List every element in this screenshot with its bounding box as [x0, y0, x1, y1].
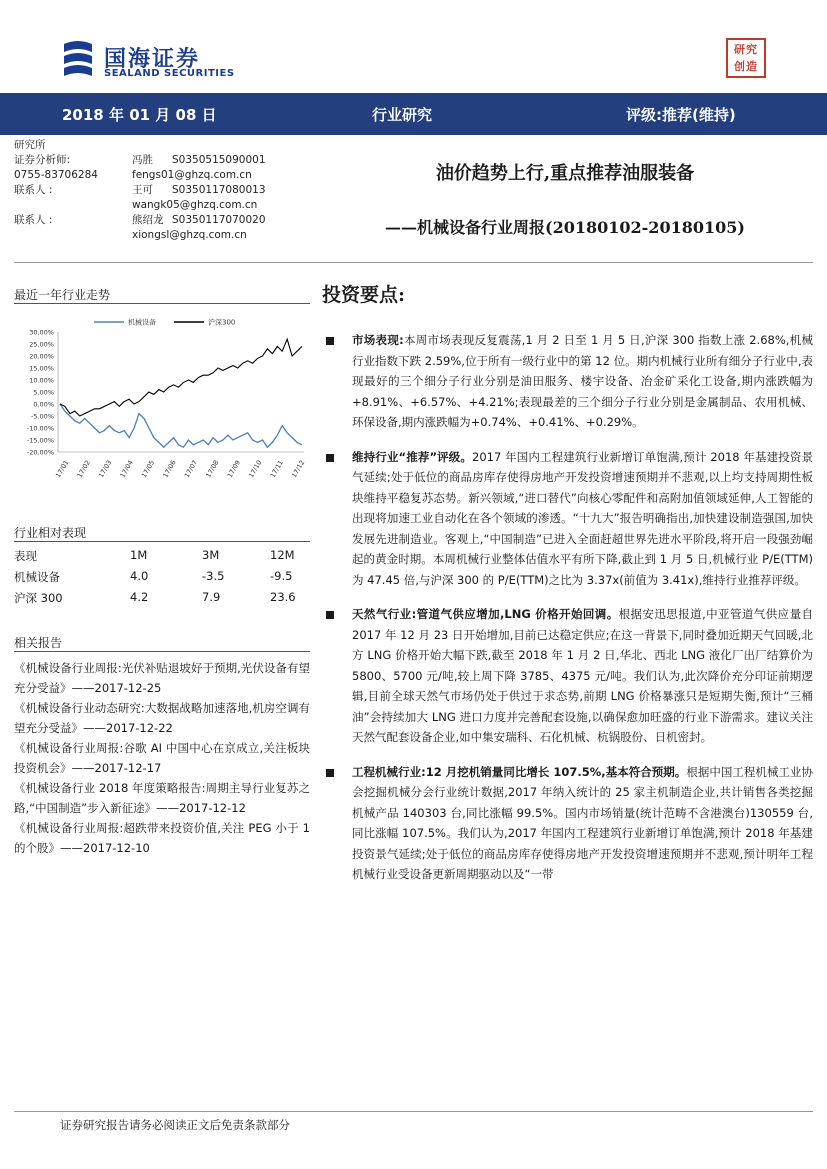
logo-chinese-name: 国海证券: [104, 47, 201, 72]
report-sub-title: ——机械设备行业周报(20180102-20180105): [385, 218, 745, 237]
table-header-cell: 12M: [270, 548, 295, 562]
report-main-title: 油价趋势上行,重点推荐油服装备: [435, 163, 695, 184]
related-reports-list: [14, 658, 310, 858]
sealand-logo: [60, 40, 240, 82]
related-report-item[interactable]: 《机械设备行业 2018 年度策略报告:周期主导行业复苏之路,“中国制造”步入新征途》——2017-12-12: [14, 781, 310, 815]
analyst-row: [14, 183, 314, 198]
series-line-csi300: [60, 339, 302, 416]
report-info-bar: [0, 93, 827, 135]
table-cell: -3.5: [202, 569, 225, 583]
point-text: 根据中国工程机械工业协会挖掘机械分会行业统计数据,2017 年纳入统计的 25 家主机制造企业,共计销售各类挖掘机械产品 140303 台,同比涨幅 99.5%。国内市场销量(统计范畴不含港澳台)130559 台,同比涨幅 107.5%。我们认为,2017 年国内工程建筑行业新增订单饱满,预计 2018 年基建投资景气延续;处于低位的商品房库存使得房地产开发投资增速预期并不悲观,预计明年工程机械行业受设备更新周期驱动以及“一带: [352, 764, 814, 881]
y-tick-label: 0.00%: [33, 400, 54, 409]
point-heading: 工程机械行业:12 月挖机销量同比增长 107.5%,基本符合预期。: [352, 764, 687, 779]
bullet-square-icon: [326, 337, 334, 345]
logo-english-name: SEALAND SECURITIES: [104, 68, 235, 79]
analyst-email[interactable]: xiongsl@ghzq.com.cn: [132, 229, 247, 241]
divider: [14, 1111, 813, 1112]
sealand-logo-icon: [60, 40, 96, 80]
analyst-row: [14, 153, 314, 168]
table-header-cell: 3M: [202, 548, 220, 562]
related-report-item[interactable]: 《机械设备行业周报:超跌带来投资价值,关注 PEG 小于 1 的个股》——2017-12-10: [14, 821, 310, 855]
y-tick-label: -20.00%: [26, 448, 54, 457]
report-date: 2018 年 01 月 08 日: [62, 106, 217, 124]
seal-line-2: 创造: [734, 60, 758, 73]
industry-trend-chart: [14, 310, 312, 490]
bullet-square-icon: [326, 769, 334, 777]
analyst-name: 王可: [132, 184, 153, 196]
table-cell: 4.0: [130, 569, 149, 583]
disclaimer-footer: 证券研究报告请务必阅读正文后免责条款部分: [60, 1118, 290, 1132]
related-reports-label: 相关报告: [14, 636, 63, 650]
investment-point: [322, 330, 813, 433]
x-tick-label: 17/09: [225, 458, 243, 480]
analyst-license: S0350117070020: [172, 214, 266, 226]
investment-points-title: 投资要点:: [322, 284, 406, 306]
x-tick-label: 17/01: [54, 458, 71, 480]
x-tick-label: 17/10: [247, 458, 264, 480]
point-text: 2017 年国内工程建筑行业新增订单饱满,预计 2018 年基建投资景气延续;处于低位的商品房库存使得房地产开发投资增速预期并不悲观,以上均支持周期性板块维持平稳复苏态势。新兴领域,“进口替代”向核心零配件和高附加值领域延伸,人工智能的出现将加速工业自动化在各个领域的渗透。“十九大”报告明确指出,加快建设制造强国,加快发展先进制造业。客观上,“中国制造”已进入全面赶超世界先进水平阶段,将开启一段强劲崛起的黄金时期。本周机械行业整体估值水平有所下降,截止到 1 月 5 日,机械行业 P/E(TTM)为 47.45 倍,与沪深 300 的 P/E(TTM)之比为 3.37x(前值为 3.41x),维持行业推荐评级。: [352, 449, 813, 587]
analyst-row: [14, 198, 314, 213]
analyst-row: [14, 228, 314, 243]
analyst-role: 联系人 :: [14, 214, 53, 226]
y-tick-label: 15.00%: [29, 364, 54, 373]
analyst-email[interactable]: wangk05@ghzq.com.cn: [132, 199, 258, 211]
related-report-item[interactable]: 《机械设备行业周报:光伏补贴退坡好于预期,光伏设备有望充分受益》——2017-12-25: [14, 661, 310, 695]
bullet-square-icon: [326, 454, 334, 462]
point-heading: 市场表现:: [352, 333, 404, 347]
y-tick-label: -5.00%: [31, 412, 54, 421]
analyst-role: 研究所: [14, 139, 46, 151]
report-rating: 评级:推荐(维持): [626, 106, 736, 124]
table-cell: 沪深 300: [14, 591, 63, 605]
research-seal-stamp: [726, 38, 766, 78]
performance-section-label: 行业相对表现: [14, 526, 87, 540]
investment-point: [322, 762, 813, 885]
x-tick-label: 17/02: [75, 458, 92, 480]
analyst-license: S0350117080013: [172, 184, 266, 196]
divider: [14, 541, 310, 542]
related-report-item[interactable]: 《机械设备行业动态研究:大数据战略加速落地,机房空调有望充分受益》——2017-12-22: [14, 701, 310, 735]
table-cell: 4.2: [130, 590, 149, 604]
point-heading: 天然气行业:管道气供应增加,LNG 价格开始回调。: [352, 607, 619, 621]
x-tick-label: 17/06: [161, 458, 178, 480]
table-row: [14, 569, 310, 590]
x-tick-label: 17/11: [268, 458, 285, 480]
analyst-row: [14, 138, 314, 153]
analyst-email[interactable]: fengs01@ghzq.com.cn: [132, 169, 252, 181]
divider: [14, 303, 310, 304]
x-tick-label: 17/04: [118, 458, 135, 480]
point-text: 根据安迅思报道,中亚管道气供应量自 2017 年 12 月 23 日开始增加,目前已达稳定供应;在这一背景下,同时叠加近期天气回暖,北方 LNG 价格开始大幅下跌,截至 2018 年 1 月 2 日,华北、西北 LNG 液化厂出厂结算价为 5800、5700 元/吨,较上周下降 3785、4375 元/吨。我们认为,此次降价充分印证前期逻辑,目前全球天然气市场仍处于供过于求态势,前期 LNG 价格暴涨只是短期失衡,预计“三桶油”会持续加大 LNG 进口力度并完善配套设施,以确保愈加旺盛的行业下游需求。建议关注天然气配套设备企业,如中集安瑞科、石化机械、杭锅股份、日机密封。: [352, 607, 813, 744]
y-tick-label: -15.00%: [26, 436, 54, 445]
trend-section-label: 最近一年行业走势: [14, 288, 111, 302]
table-cell: 23.6: [270, 590, 296, 604]
y-tick-label: -10.00%: [26, 424, 54, 433]
table-header-row: [14, 548, 310, 569]
investment-point: [322, 447, 813, 591]
analyst-license: S0350515090001: [172, 154, 266, 166]
divider: [14, 262, 813, 263]
divider: [14, 651, 310, 652]
related-report-item[interactable]: 《机械设备行业周报:谷歌 AI 中国中心在京成立,关注板块投资机会》——2017-12-17: [14, 741, 310, 775]
legend-label: 机械设备: [128, 318, 156, 327]
series-line-machinery: [60, 404, 302, 447]
table-header-cell: 表现: [14, 549, 37, 563]
x-tick-label: 17/05: [139, 458, 157, 480]
table-cell: -9.5: [270, 569, 293, 583]
point-text: 本周市场表现反复震荡,1 月 2 日至 1 月 5 日,沪深 300 指数上涨 2.68%,机械行业指数下跌 2.59%,位于所有一级行业中的第 12 位。期内机械行业所有细分子行业中,表现最好的三个细分子行业分别是油田服务、楼宇设备、冶金矿采化工设备,期内涨跌幅为+8.91%、+6.57%、+4.21%;表现最差的三个细分子行业分别是金属制品、农用机械、环保设备,期内涨跌幅为+0.74%、+0.41%、+0.29%。: [352, 333, 813, 429]
analyst-name: 熊绍龙: [132, 214, 164, 226]
report-type: 行业研究: [372, 106, 433, 124]
analyst-role: 联系人 :: [14, 184, 53, 196]
table-header-cell: 1M: [130, 548, 148, 562]
x-tick-label: 17/03: [97, 458, 114, 480]
y-tick-label: 30.00%: [29, 328, 54, 337]
y-tick-label: 25.00%: [29, 340, 54, 349]
legend-label: 沪深300: [208, 318, 236, 327]
performance-table: [14, 548, 310, 611]
point-heading: 维持行业“推荐”评级。: [352, 449, 473, 464]
y-tick-label: 20.00%: [29, 352, 54, 361]
y-tick-label: 5.00%: [33, 388, 54, 397]
analyst-info: [14, 138, 314, 243]
x-tick-label: 17/08: [204, 458, 221, 480]
y-tick-label: 10.00%: [29, 376, 54, 385]
seal-line-1: 研究: [734, 43, 758, 56]
analyst-role: 证券分析师:: [14, 154, 71, 166]
table-cell: 7.9: [202, 590, 221, 604]
x-tick-label: 17/07: [182, 458, 200, 480]
analyst-phone: 0755-83706284: [14, 169, 98, 181]
table-cell: 机械设备: [14, 570, 60, 584]
bullet-square-icon: [326, 611, 334, 619]
analyst-row: [14, 168, 314, 183]
x-tick-label: 17/12: [290, 458, 307, 480]
analyst-row: [14, 213, 314, 228]
table-row: [14, 590, 310, 611]
investment-point: [322, 604, 813, 748]
investment-points: [322, 330, 813, 899]
analyst-name: 冯胜: [132, 154, 153, 166]
